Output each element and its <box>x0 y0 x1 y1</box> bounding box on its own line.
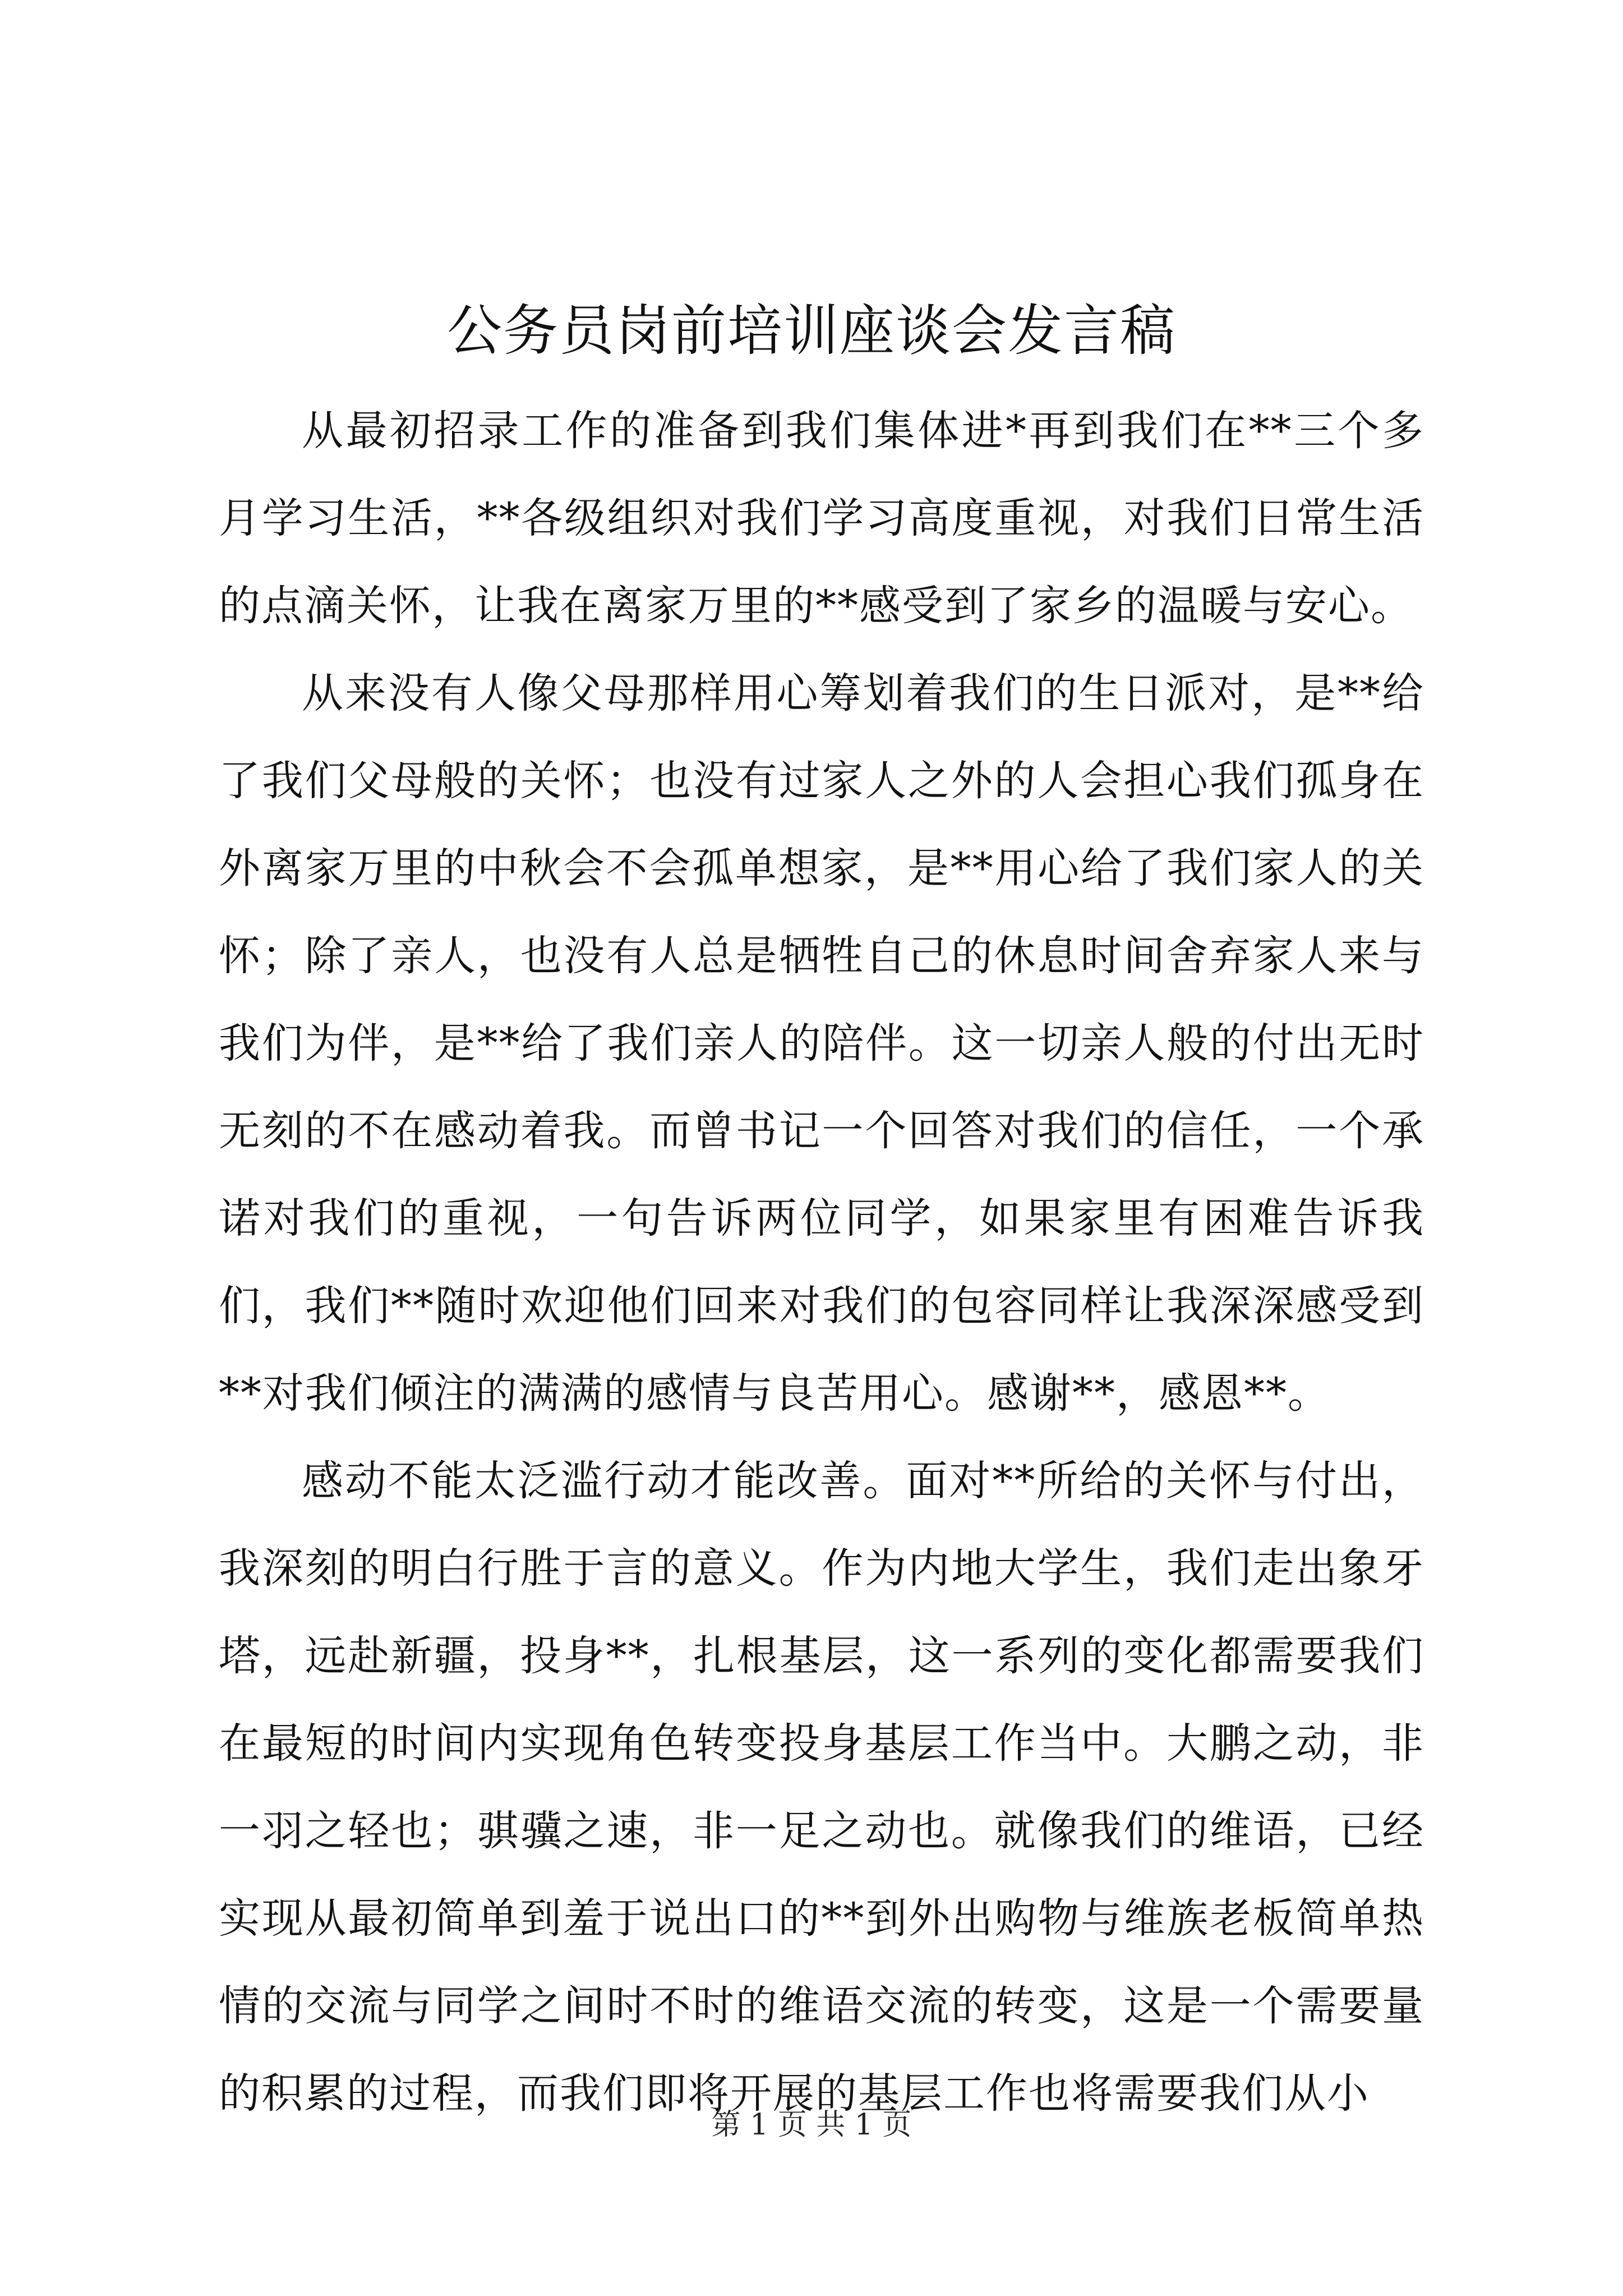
page-footer: 第 1 页 共 1 页 <box>711 2108 912 2142</box>
paragraph-2: 从来没有人像父母那样用心筹划着我们的生日派对，是**给了我们父母般的关怀；也没有过家人之外的人会担心我们孤身在外离家万里的中秋会不会孤单想家，是**用心给了我们家人的关怀；除了亲人，也没有人总是牺牲自己的休息时间舍弃家人来与我们为伴，是**给了我们亲人的陪伴。这一切亲人般的付出无时无刻的不在感动着我。而曾书记一个回答对我们的信任，一个承诺对我们的重视，一句告诉两位同学，如果家里有困难告诉我们，我们**随时欢迎他们回来对我们的包容同样让我深深感受到**对我们倾注的满满的感情与良苦用心。感谢**，感恩**。 <box>219 669 1424 1418</box>
paragraph-1: 从最初招录工作的准备到我们集体进*再到我们在**三个多月学习生活，**各级组织对我们学习高度重视，对我们日常生活的点滴关怀，让我在离家万里的**感受到了家乡的温暖与安心。 <box>219 407 1424 630</box>
document-body <box>219 387 1424 2137</box>
paragraph-3: 感动不能太泛滥行动才能改善。面对**所给的关怀与付出，我深刻的明白行胜于言的意义。作为内地大学生，我们走出象牙塔，远赴新疆，投身**，扎根基层，这一系列的变化都需要我们在最短的时间内实现角色转变投身基层工作当中。大鹏之动，非一羽之轻也；骐骥之速，非一足之动也。就像我们的维语，已经实现从最初简单到羞于说出口的**到外出购物与维族老板简单热情的交流与同学之间时不时的维语交流的转变，这是一个需要量的积累的过程，而我们即将开展的基层工作也将需要我们从小 <box>219 1457 1424 2118</box>
document-title: 公务员岗前培训座谈会发言稿 <box>446 299 1176 363</box>
